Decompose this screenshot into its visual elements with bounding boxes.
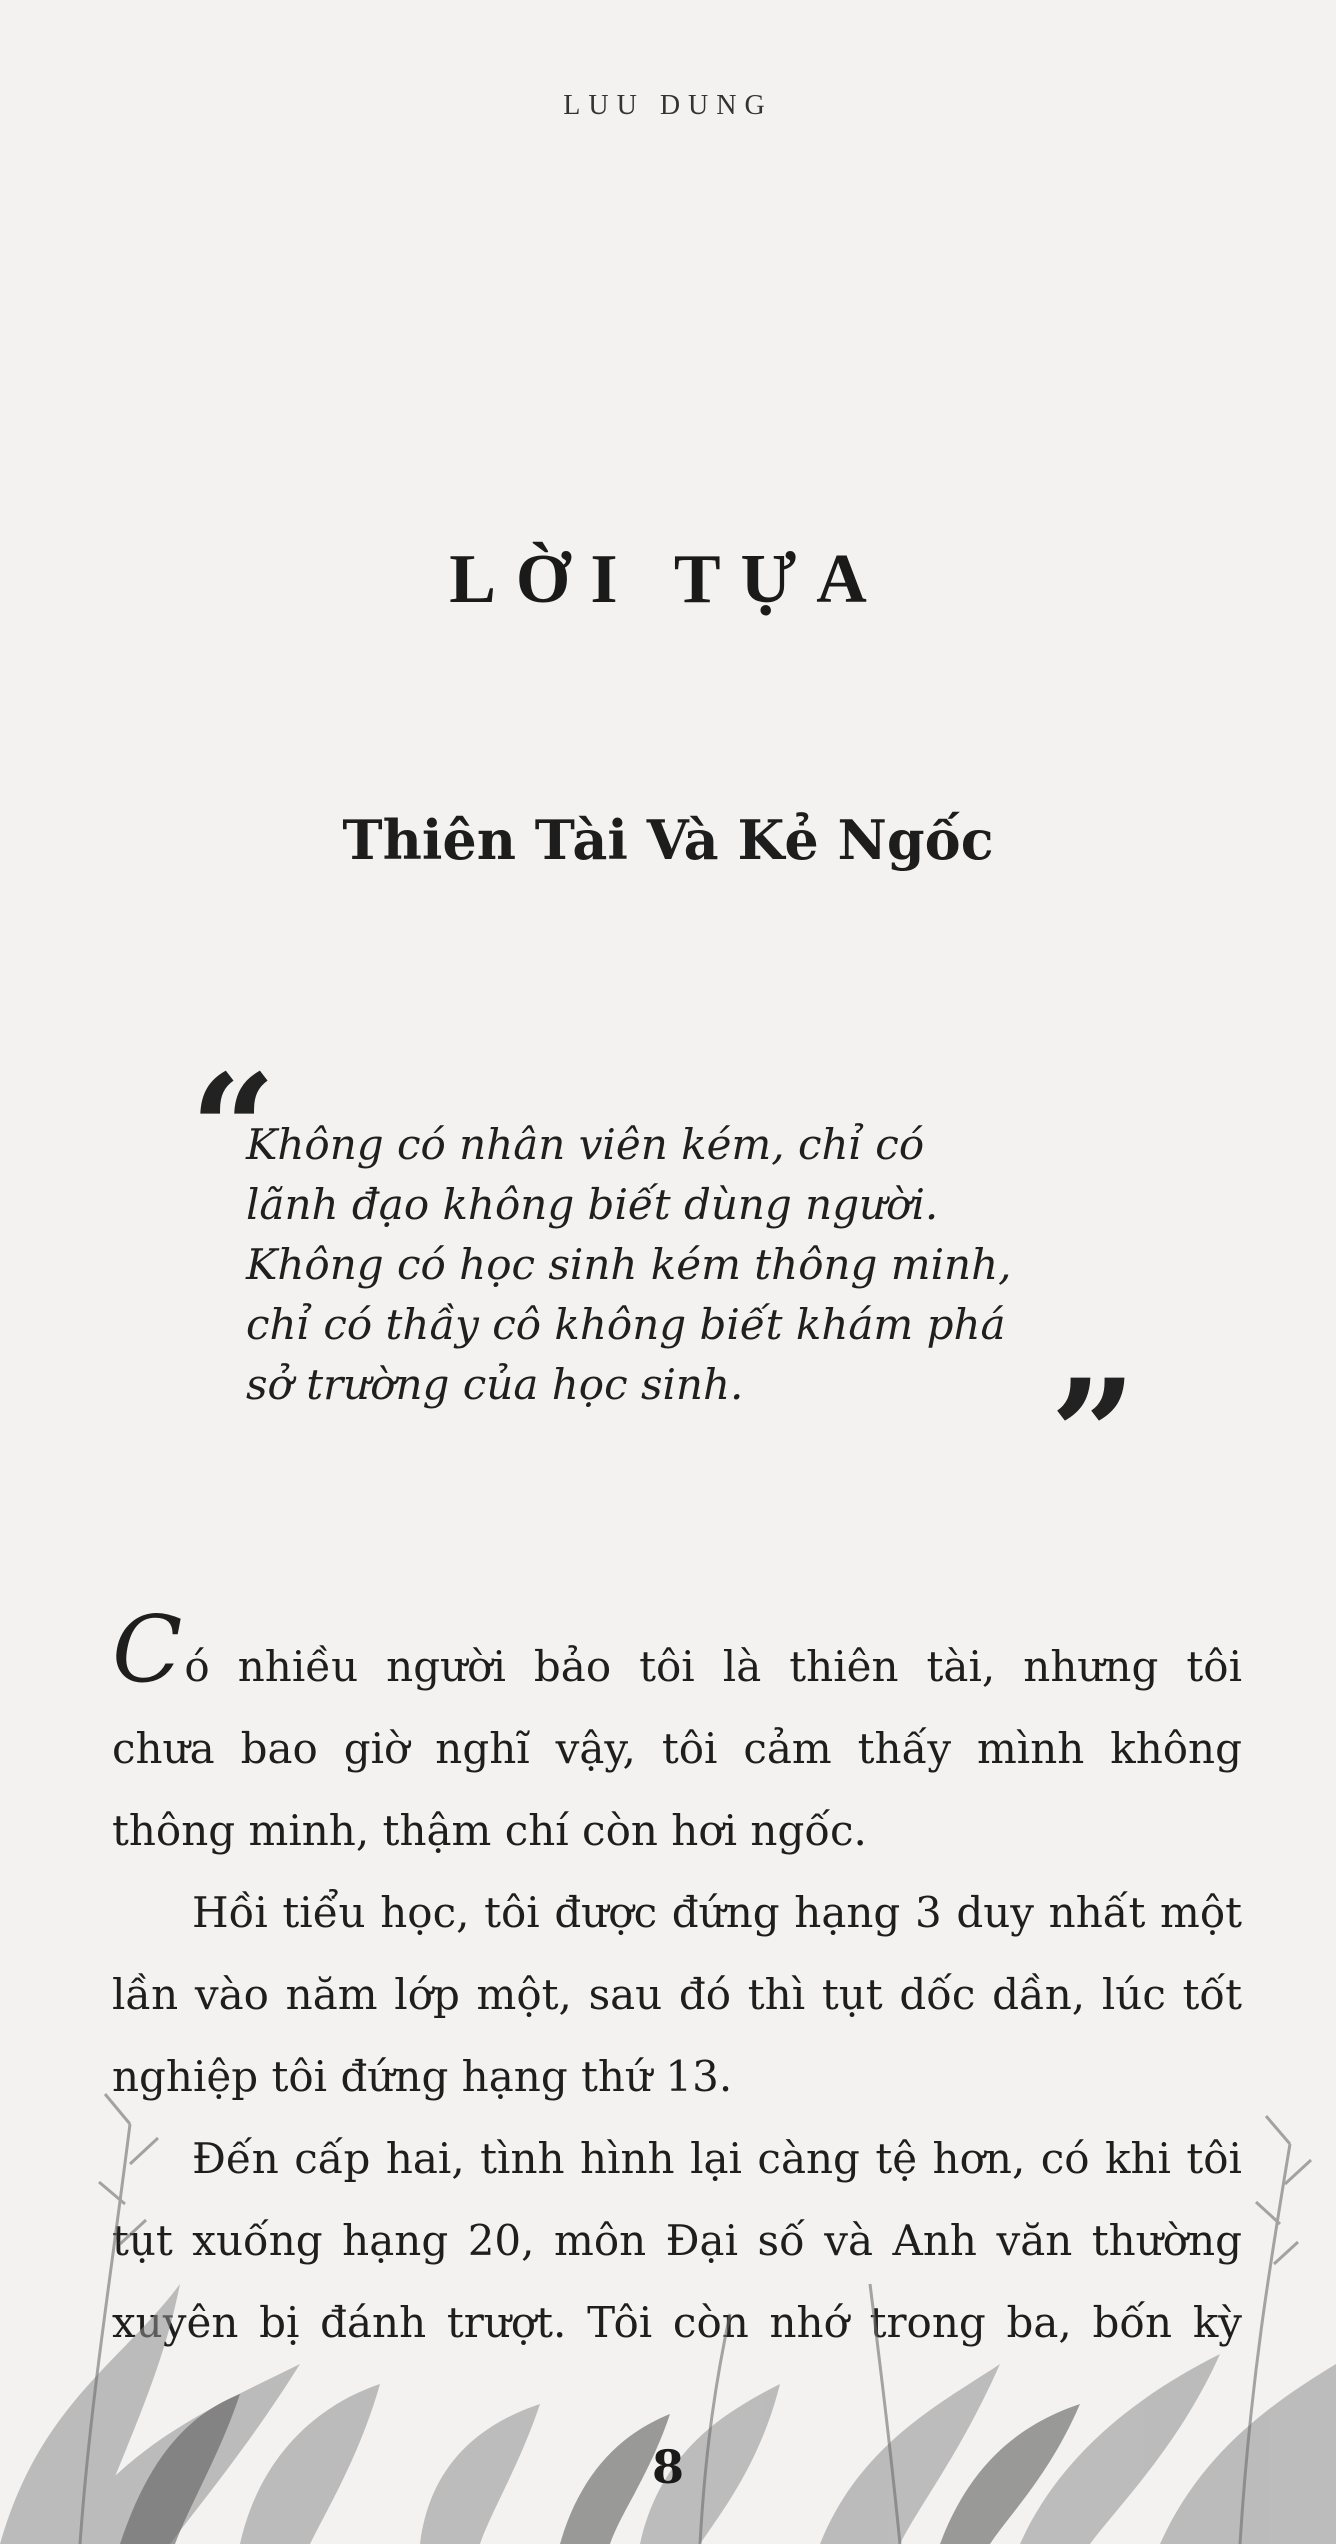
- page-number: 8: [651, 2440, 684, 2494]
- drop-cap: C: [112, 1596, 183, 1703]
- body-line: Hồi tiểu học, tôi được đứng hạng 3 duy nhất một: [192, 1888, 1242, 1937]
- chapter-subtitle: Thiên Tài Và Kẻ Ngốc: [342, 808, 994, 872]
- body-line: tụt xuống hạng 20, môn Đại số và Anh văn thường: [112, 2216, 1242, 2265]
- open-quote-icon: “: [190, 1042, 277, 1218]
- show-through-text: [110, 220, 1260, 301]
- quote-line: Không có học sinh kém thông minh,: [246, 1240, 1012, 1289]
- body-line: xuyên bị đánh trượt. Tôi còn nhớ trong ba, bốn kỳ: [112, 2298, 1242, 2347]
- quote-line: lãnh đạo không biết dùng người.: [246, 1180, 939, 1229]
- body-line: thông minh, thậm chí còn hơi ngốc.: [112, 1806, 867, 1855]
- epigraph-quote: [246, 1115, 1126, 1415]
- close-quote-icon: ”: [1050, 1347, 1137, 1523]
- body-line: nghiệp tôi đứng hạng thứ 13.: [112, 2052, 733, 2101]
- chapter-title: LỜI TỰA: [449, 541, 887, 618]
- quote-line: chỉ có thầy cô không biết khám phá: [246, 1300, 1006, 1349]
- quote-line: sở trường của học sinh.: [246, 1360, 744, 1409]
- body-line: Đến cấp hai, tình hình lại càng tệ hơn, có khi tôi: [192, 2134, 1242, 2183]
- body-line: chưa bao giờ nghĩ vậy, tôi cảm thấy mình không: [112, 1724, 1242, 1773]
- running-head: LUU DUNG: [563, 90, 773, 121]
- body-line: Có nhiều người bảo tôi là thiên tài, nhưng tôi: [112, 1596, 1242, 1703]
- quote-line: Không có nhân viên kém, chỉ có: [246, 1120, 925, 1169]
- body-line: lần vào năm lớp một, sau đó thì tụt dốc dần, lúc tốt: [112, 1970, 1242, 2019]
